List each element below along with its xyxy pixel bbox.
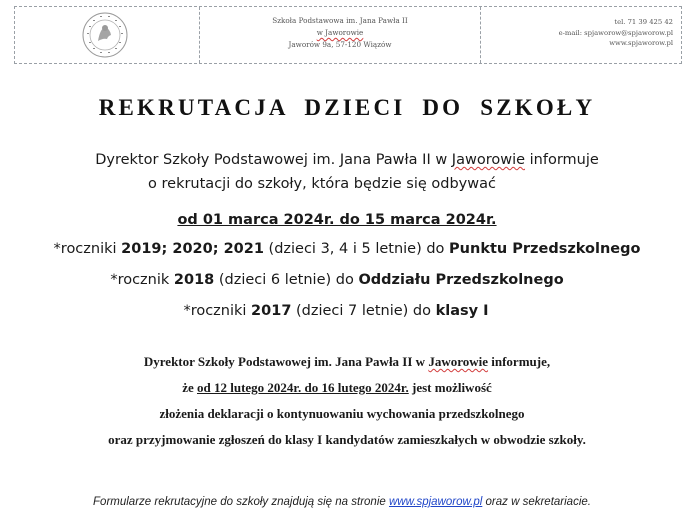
school-name: Szkoła Podstawowa im. Jana Pawła II (272, 16, 408, 25)
letterhead (14, 6, 682, 64)
notice-line-2: że od 12 lutego 2024r. do 16 lutego 2024r. jest możliwość (182, 380, 492, 395)
intro-line-1: Dyrektor Szkoły Podstawowej im. Jana Pawła II w Jaworowie informuje (95, 152, 599, 168)
address-cell (200, 7, 481, 63)
dates-line: od 01 marca 2024r. do 15 marca 2024r. (177, 212, 497, 228)
contact-cell (481, 7, 681, 63)
phone: tel. 71 39 425 42 (614, 18, 673, 26)
group-row-1: *roczniki 2019; 2020; 2021 (dzieci 3, 4 i 5 letnie) do Punktu Przedszkolnego (53, 241, 641, 257)
page-title: REKRUTACJA DZIECI DO SZKOŁY (98, 95, 596, 120)
contact-info (559, 17, 673, 49)
intro-line-2: o rekrutacji do szkoły, która będzie się odbywać (148, 176, 496, 192)
notice-line-4: oraz przyjmowanie zgłoszeń do klasy I kandydatów zamieszkałych w obwodzie szkoły. (108, 432, 586, 447)
street-address: Jaworów 9a, 57-120 Wiązów (288, 40, 392, 49)
notice-line-3: złożenia deklaracji o kontynuowaniu wychowania przedszkolnego (159, 406, 525, 421)
logo-cell (15, 7, 200, 63)
school-location: w Jaworowie (316, 28, 364, 37)
group-row-3: *roczniki 2017 (dzieci 7 letnie) do klasy I (183, 303, 489, 319)
website[interactable]: www.spjaworow.pl (609, 39, 673, 47)
school-seal-logo (81, 11, 129, 59)
website-link[interactable]: www.spjaworow.pl (388, 496, 483, 508)
footer-note: Formularze rekrutacyjne do szkoły znajdują się na stronie www.spjaworow.pl oraz w sekretariacie. (93, 496, 591, 508)
school-address (200, 15, 480, 51)
notice-line-1: Dyrektor Szkoły Podstawowej im. Jana Pawła II w Jaworowie informuje, (143, 354, 551, 369)
group-row-2: *rocznik 2018 (dzieci 6 letnie) do Oddziału Przedszkolnego (110, 272, 564, 288)
email[interactable]: e-mail: spjaworow@spjaworow.pl (558, 28, 673, 37)
